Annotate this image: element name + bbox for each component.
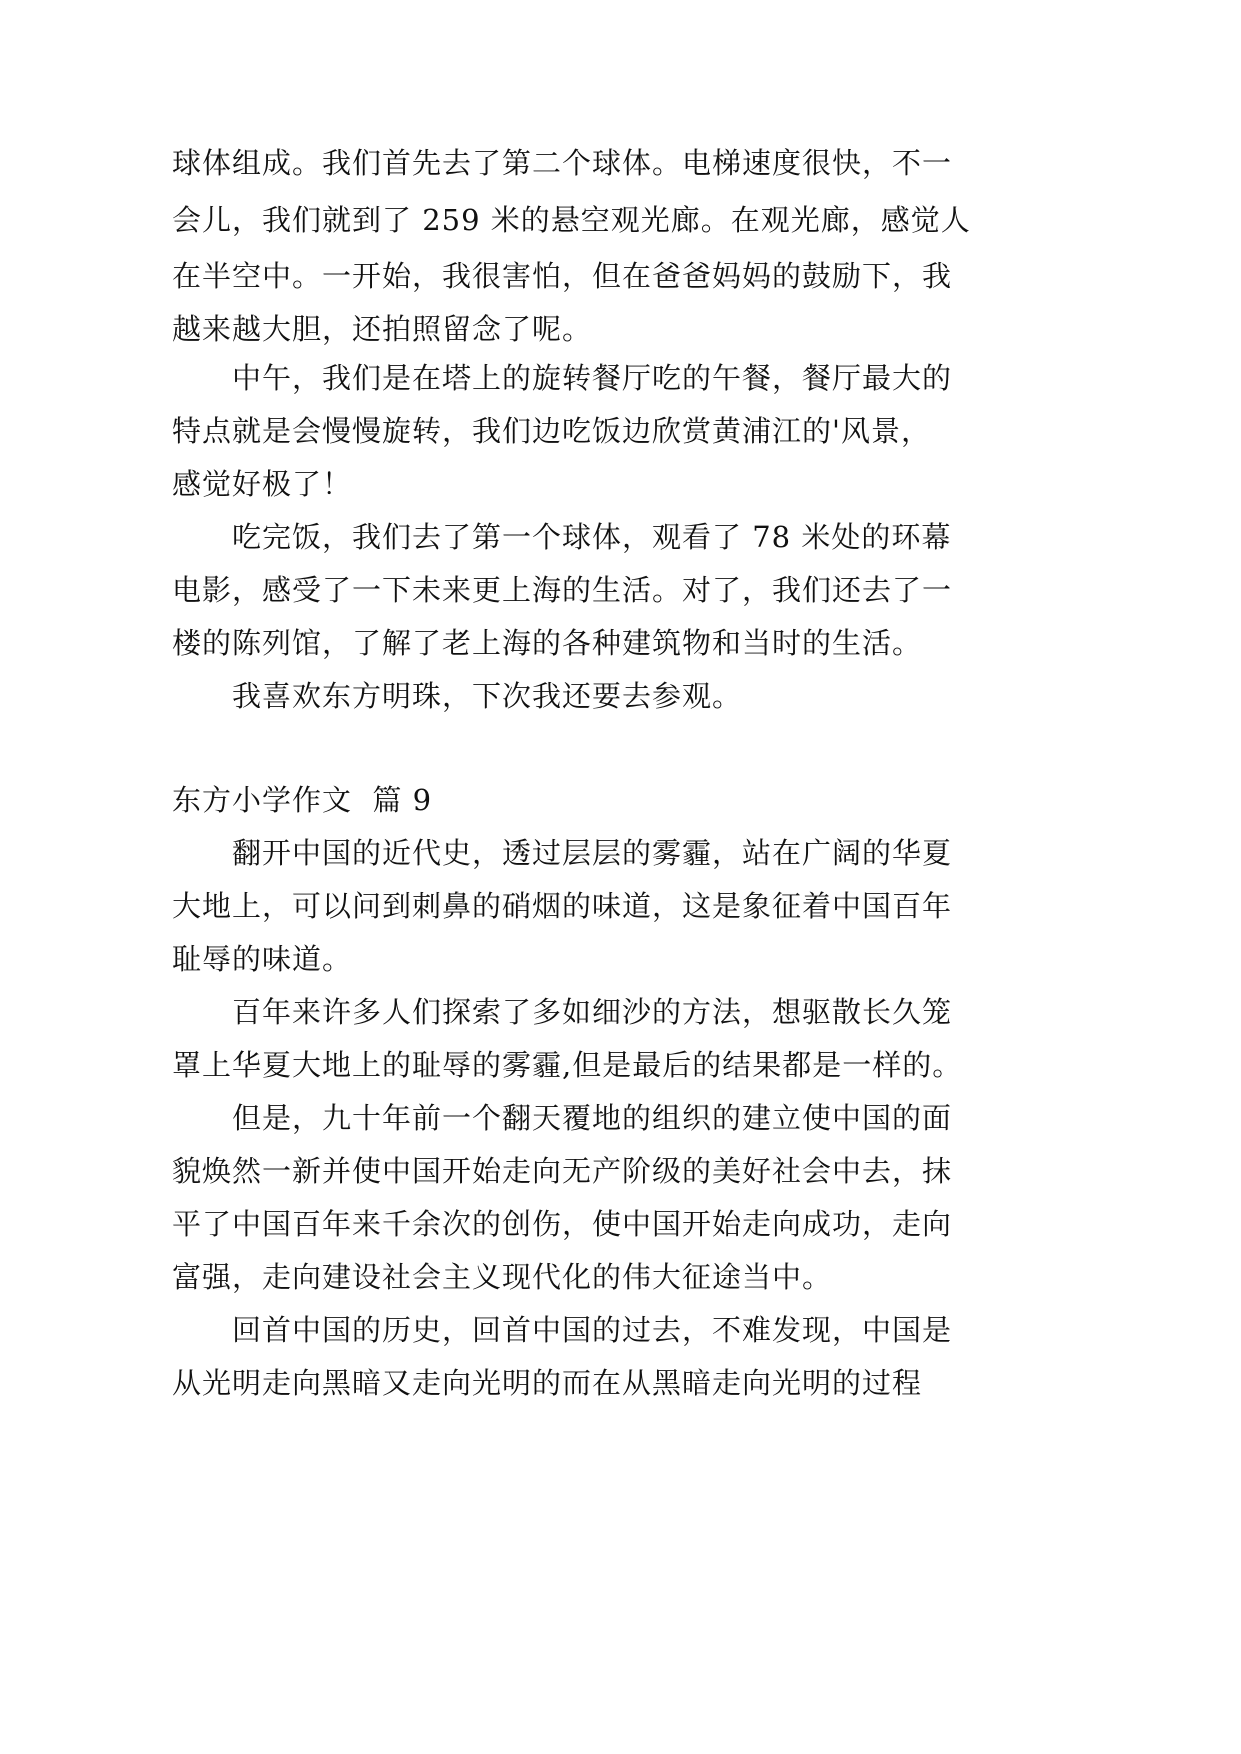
document-page: 球体组成。我们首先去了第二个球体。电梯速度很快，不一 会儿，我们就到了 259 米的悬空观光廊。在观光廊，感觉人 在半空中。一开始，我很害怕，但在爸爸妈妈的鼓励下，我 越来越大胆，还拍照留念了呢。 中午，我们是在塔上的旋转餐厅吃的午餐，餐厅最大的 特点就是会慢慢旋转，我们边吃饭边欣赏黄浦江的'风景， 感觉好极了！ 吃完饭，我们去了第一个球体，观看了 78 米处的环幕 电影，感受了一下未来更上海的生活。对了，我们还去了一 楼的陈列馆，了解了老上海的各种建筑物和当时的生活。 我喜欢东方明珠，下次我还要去参观。 东方小学作文 篇 9 翻开中国的近代史，透过层层的雾霾，站在广阔的华夏 大地上，可以问到刺鼻的硝烟的味道，这是象征着中国百年 耻辱的味道。 百年来许多人们探索了多如细沙的方法，想驱散长久笼 罩上华夏大地上的耻辱的雾霾,但是最后的结果都是一样的。 但是，九十年前一个翻天覆地的组织的建立使中国的面 貌焕然一新并使中国开始走向无产阶级的美好社会中去，抹 平了中国百年来千余次的创伤，使中国开始走向成功，走向 富强，走向建设社会主义现代化的伟大征途当中。 回首中国的历史，回首中国的过去，不难发现，中国是 从光明走向黑暗又走向光明的而在从黑暗走向光明的过程 <box>172 146 971 1400</box>
